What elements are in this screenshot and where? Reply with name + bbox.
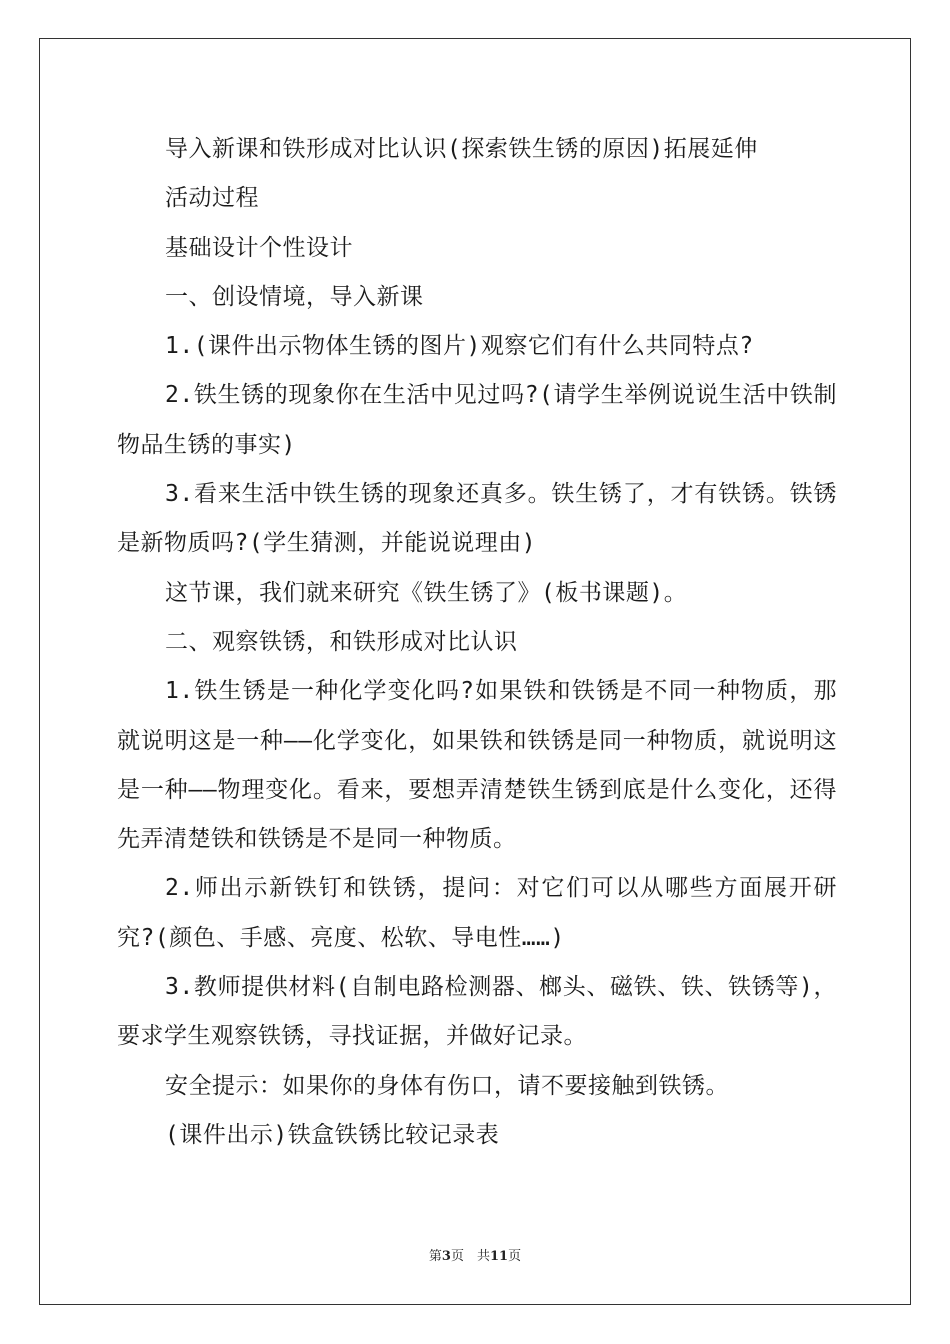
section-heading: 一、创设情境，导入新课 <box>165 283 424 310</box>
paragraph: 2.铁生锈的现象你在生活中见过吗?(请学生举例说说生活中铁制物品生锈的事实) <box>117 382 837 458</box>
paragraph: (课件出示)铁盒铁锈比较记录表 <box>165 1121 500 1148</box>
paragraph: 3.教师提供材料(自制电路检测器、榔头、磁铁、铁、铁锈等)，要求学生观察铁锈，寻找证据，并做好记录。 <box>117 974 837 1050</box>
footer-suffix: 页 <box>508 1249 522 1264</box>
section-heading: 二、观察铁锈，和铁形成对比认识 <box>165 628 518 655</box>
footer-prefix: 第 <box>428 1249 442 1264</box>
page-footer <box>0 1245 950 1264</box>
paragraph: 这节课，我们就来研究《铁生锈了》(板书课题)。 <box>165 579 688 606</box>
paragraph: 导入新课和铁形成对比认识(探索铁生锈的原因)拓展延伸 <box>165 136 758 162</box>
document-body <box>117 125 837 1160</box>
paragraph: 2.师出示新铁钉和铁锈，提问：对它们可以从哪些方面展开研究?(颜色、手感、亮度、松软、导电性……) <box>117 875 837 951</box>
paragraph: 1.(课件出示物体生锈的图片)观察它们有什么共同特点? <box>165 333 754 360</box>
footer-mid: 页 共 <box>450 1249 490 1264</box>
paragraph: 1.铁生锈是一种化学变化吗?如果铁和铁锈是不同一种物质，那就说明这是一种——化学变化，如果铁和铁锈是同一种物质，就说明这是一种——物理变化。看来，要想弄清楚铁生锈到底是什么变化，还得先弄清楚铁和铁锈是不是同一种物质。 <box>117 678 837 853</box>
page-number: 3 <box>441 1249 451 1264</box>
paragraph: 活动过程 <box>165 185 259 212</box>
page-total: 11 <box>489 1249 509 1264</box>
paragraph: 基础设计个性设计 <box>165 234 353 261</box>
paragraph: 安全提示：如果你的身体有伤口，请不要接触到铁锈。 <box>165 1072 729 1099</box>
paragraph: 3.看来生活中铁生锈的现象还真多。铁生锈了，才有铁锈。铁锈是新物质吗?(学生猜测，并能说说理由) <box>117 481 837 557</box>
